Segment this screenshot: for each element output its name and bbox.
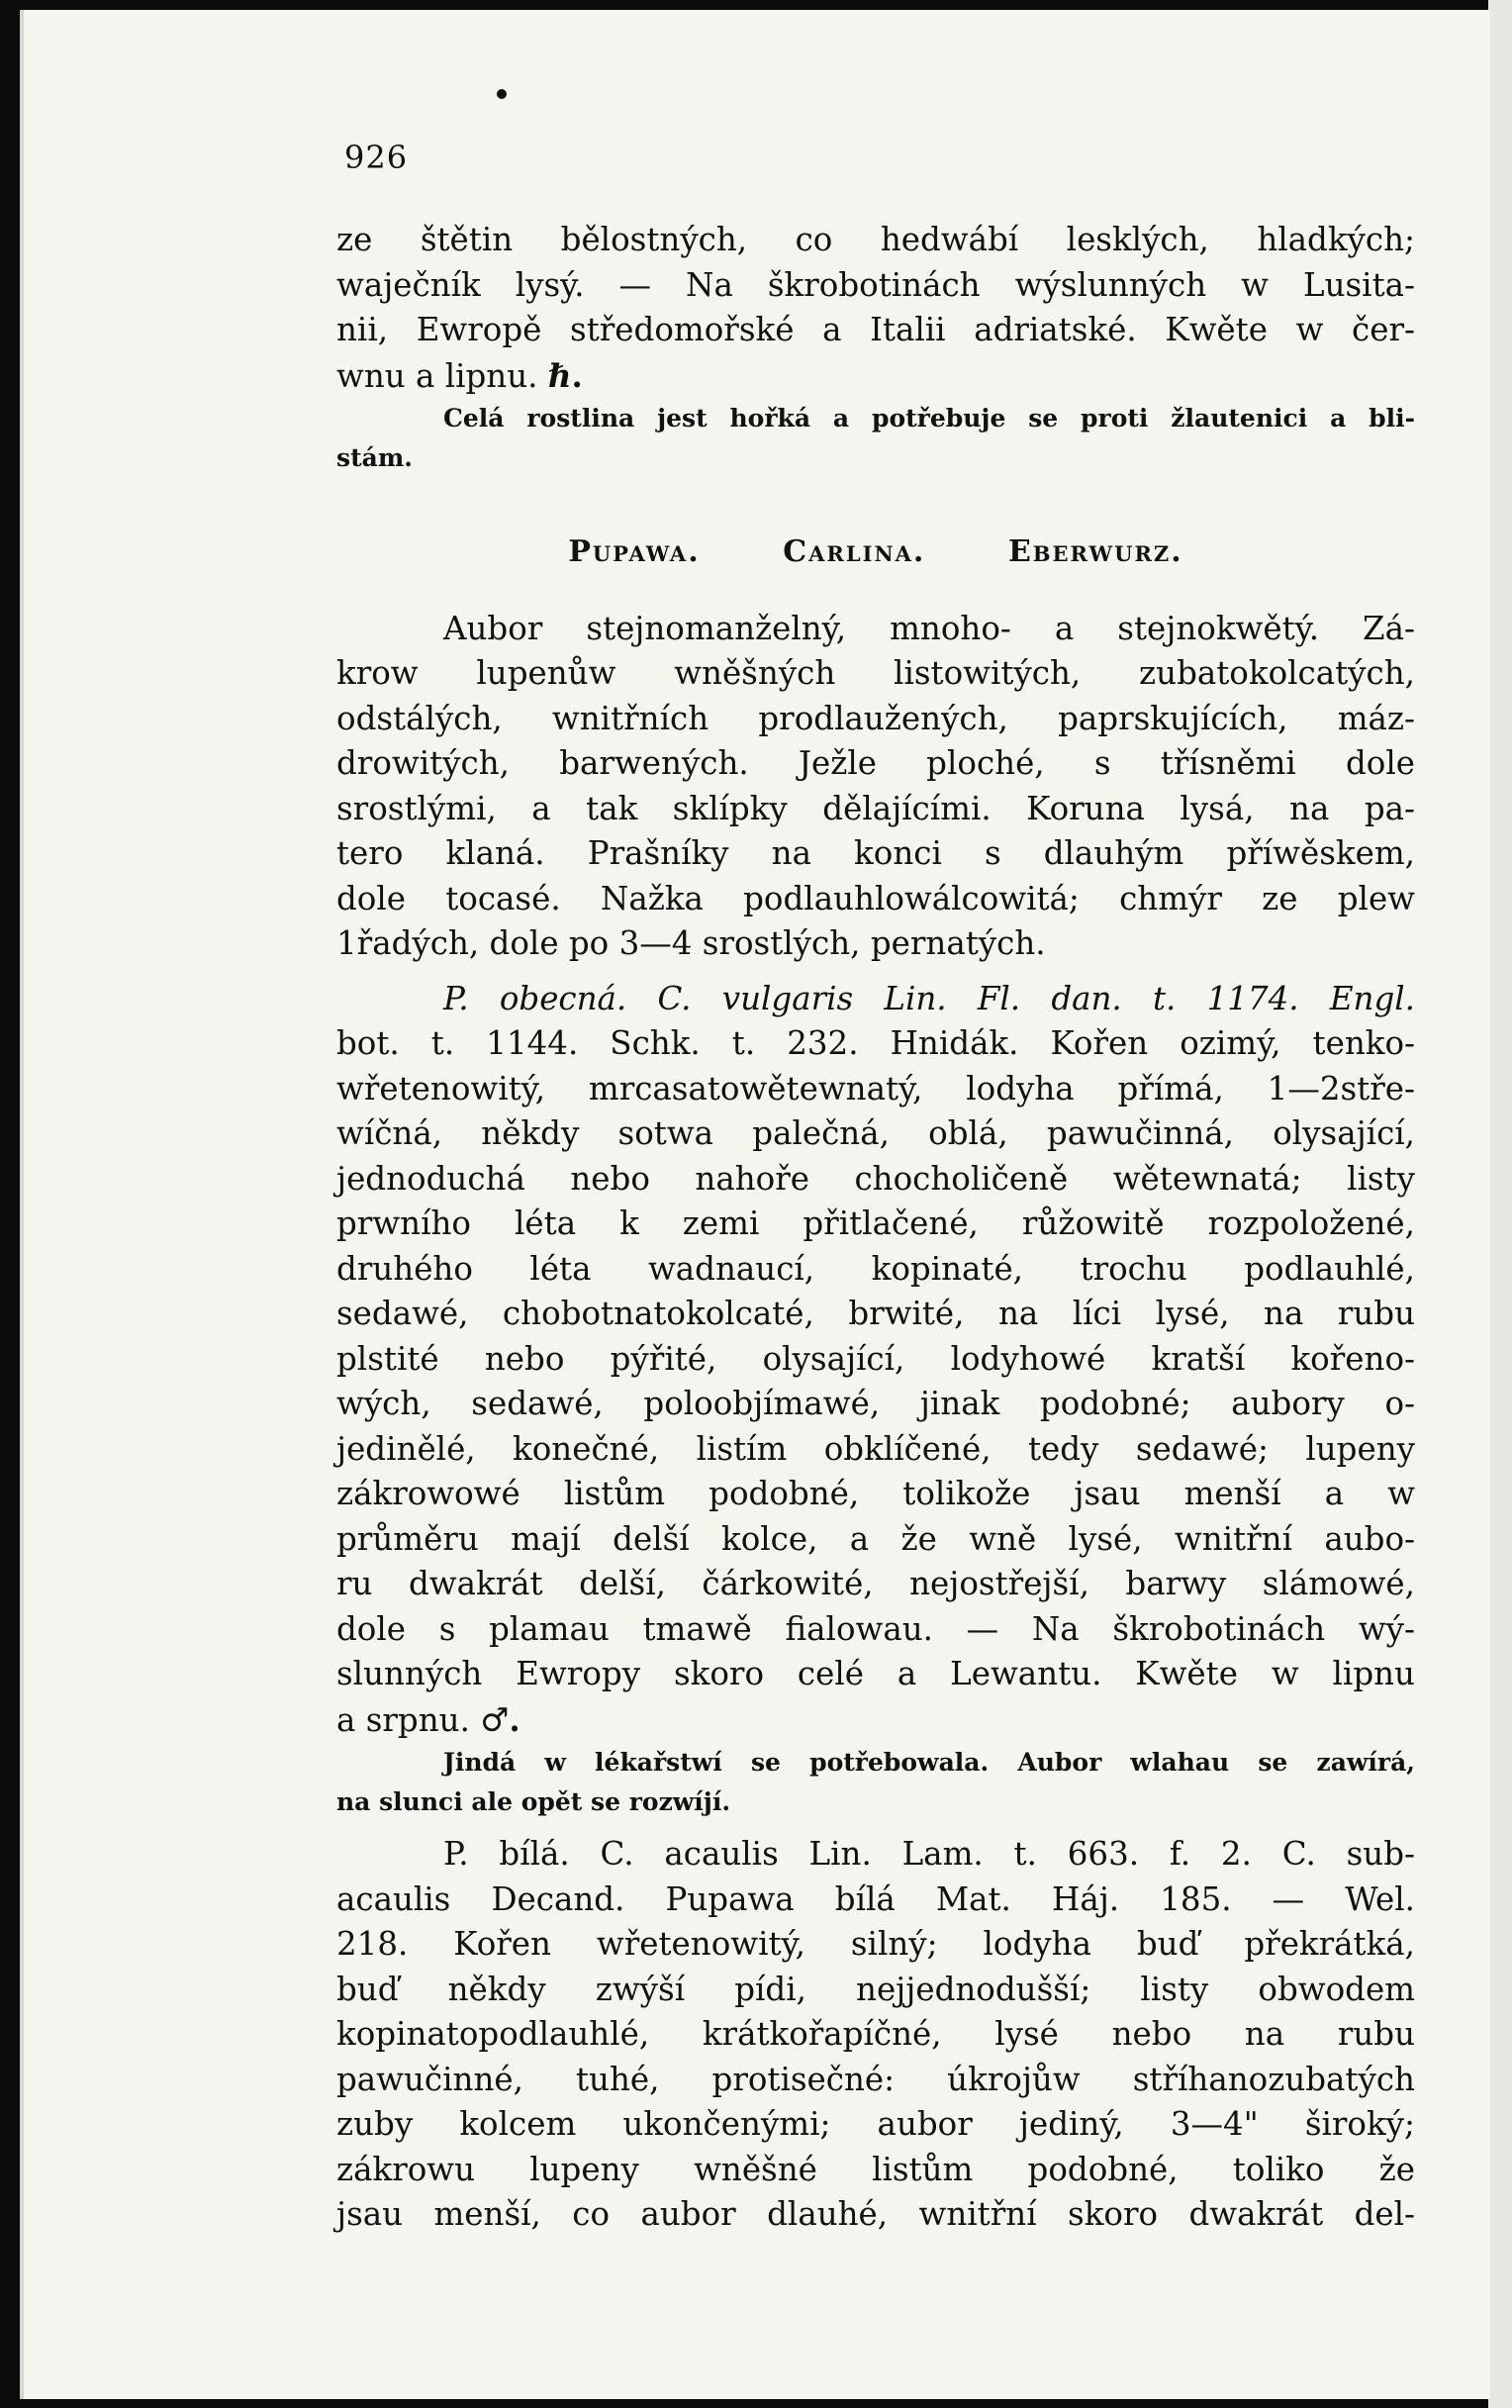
text-line: zákrowowé listům podobné, tolikože jsau menší a w [336, 1475, 1415, 1512]
text-line: wíčná, někdy sotwa palečná, oblá, pawučinná, olysající, [336, 1114, 1415, 1152]
ink-dot [497, 89, 507, 99]
text-line: buď někdy zwýší pídi, nejjednodušší; listy obwodem [336, 1970, 1415, 2008]
text-line: wých, sedawé, poloobjímawé, jinak podobné; aubory o- [336, 1385, 1415, 1422]
text-line: jednoduchá nebo nahoře chocholičeně wětewnatá; listy [336, 1159, 1415, 1198]
text-line: Celá rostlina jest hořká a potřebuje se proti žlautenici a bli- [443, 404, 1415, 433]
text-line: Jindá w lékařstwí se potřebowala. Aubor wlahau se zawírá, [443, 1748, 1415, 1777]
text-line: tero klaná. Prašníky na konci s dlauhým příwěskem, [336, 834, 1415, 872]
text-line: dole tocasé. Nažka podlauhlowálcowitá; chmýr ze plew [336, 879, 1415, 917]
text-line: wřetenowitý, mrcasatowětewnatý, lodyha přímá, 1—2stře- [336, 1069, 1415, 1108]
text-line: na slunci ale opět se rozwíjí. [336, 1787, 731, 1816]
text-line: acaulis Decand. Pupawa bílá Mat. Háj. 185. — Wel. [336, 1879, 1415, 1918]
text-line: sedawé, chobotnatokolcaté, brwité, na líci lysé, na rubu [336, 1295, 1415, 1332]
genus-name-german: Eberwurz. [1007, 534, 1183, 569]
text-line: waječník lysý. — Na škrobotinách wýslunných w Lusita- [336, 265, 1415, 304]
text-line: plstité nebo pýřité, olysající, lodyhowé kratší kořeno- [336, 1339, 1415, 1378]
page-body [336, 218, 1415, 2238]
page-number: 926 [344, 139, 409, 176]
biennial-symbol: ♂. [480, 1699, 520, 1739]
text-line: zákrowu lupeny wněšné listům podobné, toliko že [336, 2150, 1415, 2188]
genus-name-latin: Carlina. [783, 534, 926, 569]
text-line: drowitých, barwených. Ježle ploché, s třísněmi dole [336, 744, 1415, 782]
genus-description [336, 607, 1415, 967]
text-line: P. bílá. C. acaulis Lin. Lam. t. 663. f. 2. C. sub- [443, 1835, 1415, 1873]
species-carlina-vulgaris [336, 977, 1415, 1744]
genus-name-czech: Pupawa. [568, 534, 701, 569]
text-line: jsau menší, co aubor dlauhé, wnitřní skoro dwakrát del- [336, 2195, 1415, 2233]
species-carlina-acaulis [336, 1832, 1415, 2238]
intro-paragraph [336, 218, 1415, 399]
text-line: 1řadých, dole po 3—4 srostlých, pernatých. [336, 924, 1046, 962]
genus-heading [336, 530, 1415, 575]
text-line: wnu a lipnu. ℏ. [336, 355, 583, 395]
shrub-symbol: ℏ. [547, 355, 583, 395]
text-line: nii, Ewropě středomořské a Italii adriatské. Kwěte w čer- [336, 311, 1415, 348]
scan-edge [1488, 0, 1512, 2408]
usage-note [336, 399, 1415, 478]
text-line: ze štětin bělostných, co hedwábí lesklých, hladkých; [336, 221, 1415, 258]
text-line: stám. [336, 443, 413, 472]
text-line: kopinatopodlauhlé, krátkořapíčné, lysé nebo na rubu [336, 2015, 1415, 2053]
text-line: dole s plamau tmawě fialowau. — Na škrobotinách wý- [336, 1609, 1415, 1648]
text-line: bot. t. 1144. Schk. t. 232. Hnidák. Kořen ozimý, tenko- [336, 1024, 1415, 1062]
text-line: srostlými, a tak sklípky dělajícími. Koruna lysá, na pa- [336, 789, 1415, 827]
text-line: slunných Ewropy skoro celé a Lewantu. Kwěte w lipnu [336, 1655, 1415, 1692]
text-line: pawučinné, tuhé, protisečné: úkrojůw stříhanozubatých [336, 2060, 1415, 2098]
text-line: odstálých, wnitřních prodlaužených, paprskujících, máz- [336, 699, 1415, 737]
text-line: prwního léta k zemi přitlačené, růžowitě rozpoložené, [336, 1204, 1415, 1242]
text-line: P. obecná. C. vulgaris Lin. Fl. dan. t. 1174. Engl. [443, 979, 1415, 1017]
text-line: druhého léta wadnaucí, kopinaté, trochu podlauhlé, [336, 1249, 1415, 1288]
text-line: jedinělé, konečné, listím obklíčené, tedy sedawé; lupeny [336, 1429, 1415, 1468]
text-line: a srpnu. ♂. [336, 1699, 520, 1739]
text-line: zuby kolcem ukončenými; aubor jediný, 3—4" široký; [336, 2105, 1415, 2143]
text-line: ru dwakrát delší, čárkowité, nejostřejší, barwy slámowé, [336, 1565, 1415, 1602]
text-line: 218. Kořen wřetenowitý, silný; lodyha buď překrátká, [336, 1925, 1415, 1963]
text-line: krow lupenůw wněšných listowitých, zubatokolcatých, [336, 654, 1415, 692]
text-line: průměru mají delší kolce, a že wně lysé, wnitřní aubo- [336, 1519, 1415, 1558]
text-line: Aubor stejnomanželný, mnoho- a stejnokwětý. Zá- [443, 609, 1415, 647]
medicinal-note [336, 1743, 1415, 1822]
